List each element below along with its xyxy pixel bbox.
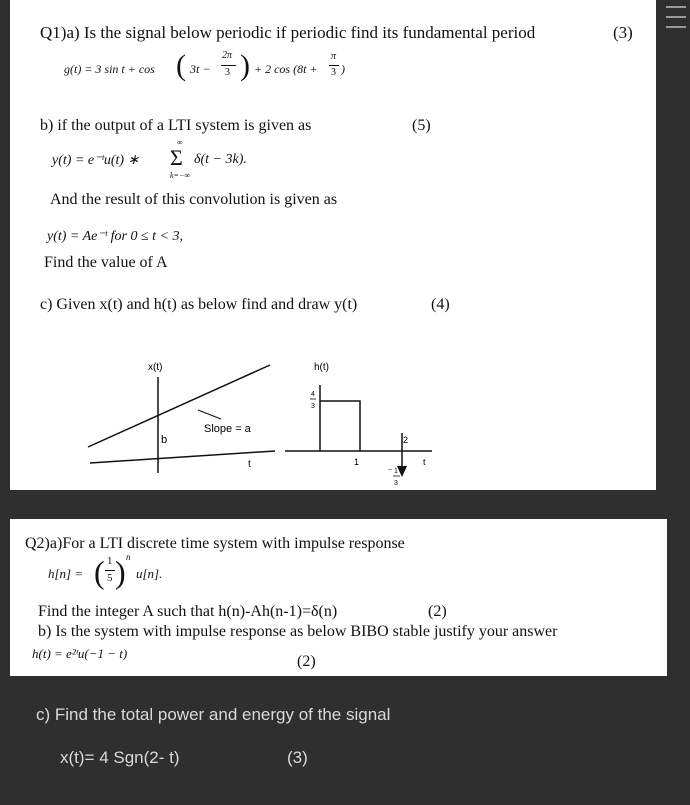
q1a-eq-mid: + 2 cos (8t +	[254, 62, 318, 76]
q1a-frac2-bar	[329, 65, 339, 66]
q1b-line2: And the result of this convolution is given as	[50, 191, 338, 208]
q1a-paren-left: (	[176, 49, 186, 82]
xt-slope-label: Slope = a	[204, 423, 251, 435]
q1a-frac2-num: π	[331, 51, 337, 62]
ht-graph	[280, 355, 440, 490]
q1a-marks: (3)	[613, 23, 633, 42]
q1c-title: c) Given x(t) and h(t) as below find and draw y(t)	[40, 296, 358, 313]
menu-icon[interactable]	[666, 6, 686, 46]
q2a-eq-tail: u[n].	[136, 566, 163, 581]
q3c-marks: (3)	[287, 748, 308, 767]
ht-top-num: 4	[311, 391, 315, 398]
ht-t-label: t	[423, 457, 426, 467]
q2a-frac-num: 1	[107, 555, 113, 567]
q1a-eq-start: g(t) = 3 sin t + cos	[64, 62, 155, 76]
question-2-card	[10, 519, 667, 676]
q2a-paren-right: )	[115, 554, 126, 590]
ht-top-den: 3	[311, 403, 315, 410]
ht-neg-minus: −	[388, 467, 393, 474]
ht-neg-den: 3	[394, 480, 398, 487]
ht-label: h(t)	[314, 362, 329, 373]
xt-t-label: t	[248, 459, 251, 470]
q2a-frac-den: 5	[107, 572, 113, 584]
q1b-line3: Find the value of A	[44, 254, 168, 271]
question-1-card	[10, 0, 656, 490]
q1a-frac1-den: 3	[225, 67, 230, 78]
q1b-marks: (5)	[412, 117, 431, 134]
xt-slope-pointer	[198, 410, 221, 419]
ht-two-label: 2	[403, 435, 409, 445]
q1b-eq: y(t) = e⁻ᵗu(t) ∗	[52, 153, 140, 168]
q1c-marks: (4)	[431, 296, 450, 313]
q2a-paren-left: (	[94, 554, 105, 590]
ht-pulse	[320, 401, 360, 451]
q2b-eq: h(t) = e²ᵗu(−1 − t)	[32, 646, 128, 661]
q1a-eq-inner: 3t −	[190, 62, 211, 76]
xt-b-label: b	[161, 434, 168, 446]
q1b-sum-sign: Σ	[170, 145, 183, 170]
q3c-equation: x(t)= 4 Sgn(2- t)	[60, 748, 180, 767]
q1a-frac1-num: 2π	[222, 50, 233, 61]
q2a-title: Q2)a)For a LTI discrete time system with impulse response	[25, 535, 405, 552]
q2a-frac-bar	[105, 570, 115, 571]
xt-label: x(t)	[148, 362, 163, 373]
q1b-title: b) if the output of a LTI system is given as	[40, 117, 312, 134]
q1a-paren-right: )	[240, 49, 250, 82]
q3c-title: c) Find the total power and energy of the signal	[36, 705, 391, 724]
q1b-sum-top: ∞	[177, 138, 183, 147]
q1b-eq-tail: δ(t − 3k).	[194, 152, 247, 167]
q2a-eq: h[n] =	[48, 566, 84, 581]
q1b-sum-bot: k=−∞	[170, 171, 191, 180]
q2a-marks: (2)	[428, 603, 447, 620]
q1b-eq2: y(t) = Ae⁻ᵗ for 0 ≤ t < 3,	[47, 229, 183, 244]
q2a-line2: Find the integer A such that h(n)-Ah(n-1)=δ(n)	[38, 603, 338, 620]
q2a-exp: n	[126, 552, 131, 562]
q1a-frac2-den: 3	[331, 67, 336, 78]
ht-neg-num: 1	[394, 468, 398, 475]
ht-impulse-arrow	[397, 466, 407, 477]
q2b-title: b) Is the system with impulse response as below BIBO stable justify your answer	[38, 623, 558, 640]
q1a-eq-end: )	[341, 62, 345, 76]
q2b-marks: (2)	[297, 653, 316, 670]
ht-one-label: 1	[354, 457, 360, 467]
q1a-title: Q1)a) Is the signal below periodic if periodic find its fundamental period	[40, 23, 536, 42]
q1a-frac1-bar	[221, 65, 236, 66]
xt-graph	[80, 355, 280, 475]
